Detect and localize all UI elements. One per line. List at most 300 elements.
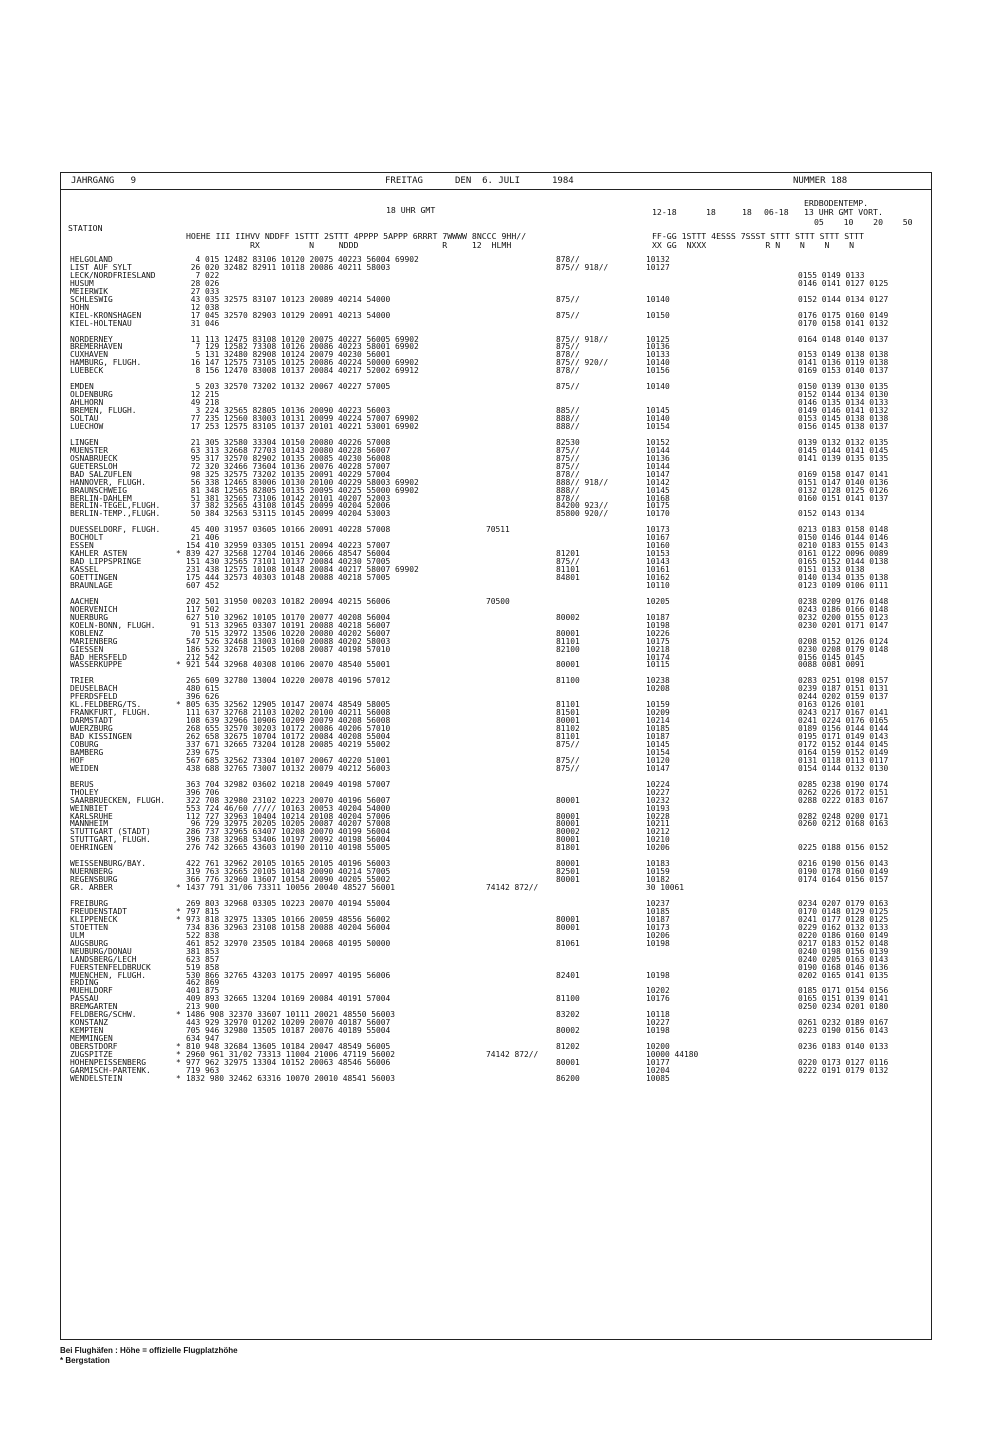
station-name: REGENSBURG [70, 875, 118, 885]
station-name: BERLIN-TEGEL,FLUGH. [70, 501, 161, 511]
station-name: WASSERKUPPE [70, 660, 123, 670]
precip-sun-values: 10173 [646, 922, 670, 932]
soil-temperatures: 0288 0222 0183 0167 [798, 795, 889, 805]
station-name: ESSEN [70, 541, 94, 551]
precip-sun-values: 10162 [646, 573, 670, 582]
synop-remark: 885// [556, 406, 580, 416]
precip-sun-values: 10198 [646, 970, 670, 980]
precip-sun-values: 10206 [646, 930, 670, 940]
station-column-header: STATION [68, 223, 103, 233]
synop-values: 734 836 32963 23108 10158 20088 40204 56004 [186, 922, 391, 932]
synop-values: 530 866 32765 43203 10175 20097 40195 56006 [186, 970, 391, 980]
station-name: CUXHAVEN [70, 350, 109, 360]
soil-temperatures: 0163 0126 0101 [798, 700, 865, 710]
synop-values: 366 776 32960 13607 10154 20090 40205 55002 [186, 875, 391, 885]
volume-label: JAHRGANG 9 [71, 176, 137, 186]
station-name: HOHN [70, 302, 90, 312]
synop-remark: 86200 [556, 1073, 580, 1083]
synop-values: 810 948 32684 13605 10184 20047 48549 56005 [186, 1042, 391, 1052]
time-18-gmt-header: 18 UHR GMT [386, 205, 436, 215]
synop-remark: 875// [556, 310, 580, 320]
soil-temperatures: 0195 0171 0149 0143 [798, 732, 889, 741]
station-name: GUETERSLOH [70, 461, 118, 471]
synop-values: 3 224 32565 82805 10136 20090 40223 56003 [186, 406, 391, 416]
station-name: ERDING [70, 978, 99, 988]
synop-values: 56 338 12465 83006 10130 20100 40229 58003 69902 [186, 477, 419, 487]
synop-remark: 875// [556, 557, 580, 567]
soil-temperatures: 0141 0139 0135 0135 [798, 453, 889, 463]
soil-temperatures: 0145 0144 0141 0145 [798, 445, 889, 455]
station-name: SCHLESWIG [70, 294, 113, 304]
precip-sun-values: 10145 [646, 739, 670, 749]
synop-remark: 80001 [556, 922, 580, 932]
station-name: BERLIN-DAHLEM [70, 493, 132, 503]
station-name: KEMPTEN [70, 1026, 104, 1036]
soil-temperatures: 0261 0232 0189 0167 [798, 1018, 889, 1028]
precip-sun-values: 10210 [646, 835, 670, 845]
station-name: EMDEN [70, 382, 94, 392]
synop-values: 202 501 31950 00203 10182 20094 40215 56006 [186, 596, 391, 606]
synop-remark: 878// [556, 350, 580, 360]
synop-values: 973 818 32975 13305 10166 20059 48556 56002 [186, 914, 391, 924]
synop-values: 1486 908 32370 33607 10111 20021 48550 56003 [186, 1010, 396, 1020]
station-name: HANNOVER, FLUGH. [70, 477, 147, 487]
precip-sun-values: 10136 [646, 453, 670, 463]
soil-temperatures: 0149 0146 0141 0132 [798, 406, 889, 416]
station-name: KARLSRUHE [70, 811, 113, 821]
station-name: BREMERHAVEN [70, 342, 123, 352]
precip-sun-values: 10205 [646, 596, 670, 606]
station-name: STUTTGART, FLUGH. [70, 835, 151, 845]
station-name: BAD LIPPSPRINGE [70, 557, 142, 567]
precip-sun-values: 10125 [646, 334, 670, 344]
station-name: BERLIN-TEMP.,FLUGH. [70, 509, 161, 519]
synop-values: 45 400 31957 03605 10166 20091 40228 57008 [186, 525, 391, 535]
station-name: NORDERNEY [70, 334, 113, 344]
synop-values: 96 729 32975 20205 10205 20087 40207 57008 [186, 819, 391, 829]
soil-temperatures: 0164 0159 0152 0149 [798, 747, 889, 757]
station-name: MEMMINGEN [70, 1034, 113, 1044]
soil-temperatures: 0152 0143 0134 [798, 509, 865, 519]
synop-values: 21 406 [186, 533, 220, 543]
station-name: COBURG [70, 739, 99, 749]
station-name: LANDSBERG/LECH [70, 954, 137, 964]
synop-values: 2960 961 31/02 73313 11004 21006 47119 56002 [186, 1050, 396, 1059]
mountain-station-marker: * [176, 906, 181, 916]
precip-sun-values: 10145 [646, 406, 670, 416]
synop-values: 567 685 32562 73304 10107 20067 40220 51001 [186, 755, 391, 765]
soil-temperatures: 0152 0144 0134 0130 [798, 390, 889, 400]
header-18-b: 18 [742, 207, 752, 217]
soil-temperatures: 0250 0234 0201 0180 [798, 1002, 889, 1012]
soil-temperatures: 0164 0148 0140 0137 [798, 334, 889, 344]
station-name: HOHENPEISSENBERG [70, 1057, 147, 1067]
synop-remark: 875// [556, 342, 580, 352]
soil-temperatures: 0285 0238 0190 0174 [798, 779, 889, 789]
precip-sun-values: 10211 [646, 819, 670, 829]
mountain-station-marker: * [176, 660, 181, 670]
precip-sun-values: 10214 [646, 716, 670, 726]
soil-temperatures: 0208 0152 0126 0124 [798, 636, 889, 646]
synop-values: 12 215 [186, 390, 220, 400]
synop-values: 480 615 [186, 684, 220, 694]
soil-temperatures: 0223 0190 0156 0143 [798, 1026, 889, 1036]
soil-temperatures: 0153 0145 0138 0138 [798, 414, 889, 423]
soil-temperatures: 0220 0173 0127 0116 [798, 1057, 889, 1067]
soil-temperatures: 0141 0136 0119 0138 [798, 358, 889, 368]
station-name: KASSEL [70, 565, 99, 575]
synop-values: 363 704 32982 03602 10218 20049 40198 57007 [186, 779, 391, 789]
soil-temperatures: 0283 0251 0198 0157 [798, 676, 889, 686]
soil-temperatures: 0236 0183 0140 0133 [798, 1042, 889, 1052]
soil-temperatures: 0151 0133 0138 [798, 565, 865, 575]
precip-sun-values: 10182 [646, 875, 670, 885]
soil-temperatures: 0151 0147 0140 0136 [798, 477, 889, 487]
precip-sun-values: 10159 [646, 700, 670, 710]
synop-values: 522 838 [186, 930, 220, 940]
soil-temperature-time: 13 UHR GMT VORT. [804, 207, 883, 217]
synop-values: 111 637 32768 21103 10202 20100 40211 56008 [186, 708, 391, 718]
station-name: MUENCHEN, FLUGH. [70, 970, 147, 980]
synop-values: 401 875 [186, 986, 220, 996]
synop-remark: 81801 [556, 843, 580, 853]
station-name: FREIBURG [70, 898, 109, 908]
synop-values: 51 381 32565 73106 10142 20101 40207 52003 [186, 493, 391, 503]
synop-remark: 888// [556, 421, 580, 431]
station-name: FREUDENSTADT [70, 906, 128, 916]
soil-temperatures: 0260 0212 0168 0163 [798, 819, 889, 829]
station-name: KIEL-KRONSHAGEN [70, 310, 142, 320]
synop-remark: 81102 [556, 724, 580, 734]
synop-values: 1437 791 31/06 73311 10056 20040 48527 56001 [186, 883, 396, 893]
station-name: ULM [70, 930, 85, 940]
station-name: DUESSELDORF, FLUGH. [70, 525, 161, 535]
station-name: SOLTAU [70, 414, 99, 423]
station-name: MEIERWIK [70, 286, 109, 296]
precip-sun-values: 10167 [646, 533, 670, 543]
precip-sun-values: 10218 [646, 644, 670, 654]
synop-values: 519 858 [186, 962, 220, 972]
synop-values: 337 671 32665 73204 10128 20085 40219 55002 [186, 739, 391, 749]
synop-values: 7 129 12582 73308 10126 20086 40223 58001 69902 [186, 342, 419, 352]
synop-values: 607 452 [186, 580, 220, 590]
station-name: HUSUM [70, 278, 94, 288]
synop-values: 28 026 [186, 278, 220, 288]
synop-code-header: HOEHE III IIHVV NDDFF 1STTT 2STTT 4PPPP 5APPP 6RRRT 7WWWW 8NCCC 9HH// [186, 231, 527, 241]
station-name: BAD HERSFELD [70, 652, 128, 662]
station-name: WENDELSTEIN [70, 1073, 123, 1083]
synop-values: 381 853 [186, 946, 220, 956]
precip-sun-values: 10209 [646, 708, 670, 718]
station-name: LINGEN [70, 437, 99, 447]
precip-sun-values: 10237 [646, 898, 670, 908]
soil-temperatures: 0190 0178 0160 0149 [798, 867, 889, 877]
soil-temperatures: 0131 0118 0113 0117 [798, 755, 889, 765]
precip-sun-values: 10185 [646, 906, 670, 916]
soil-temperatures: 0146 0135 0134 0133 [798, 398, 889, 408]
synop-values: 154 410 32959 03305 10151 20094 40223 57007 [186, 541, 391, 551]
synop-values: 50 384 32563 53115 10145 20099 40204 53003 [186, 509, 391, 519]
synop-values: 37 382 32565 43108 10145 20099 40204 52006 [186, 501, 391, 511]
synop-remark: 878// [556, 493, 580, 503]
precip-sun-values: 10160 [646, 541, 670, 551]
synop-values: 262 658 32675 10704 10172 20084 40208 55004 [186, 732, 391, 741]
precip-sun-values: 10152 [646, 437, 670, 447]
precip-sun-values: 10159 [646, 867, 670, 877]
precip-sun-values: 10136 [646, 342, 670, 352]
soil-temperatures: 0185 0171 0154 0156 [798, 986, 889, 996]
soil-temperatures: 0210 0183 0155 0143 [798, 541, 889, 551]
synop-remark: 81101 [556, 700, 580, 710]
issue-number: NUMMER 188 [793, 176, 848, 186]
station-name: ZUGSPITZE [70, 1050, 113, 1059]
soil-temperatures: 0161 0122 0096 0089 [798, 549, 889, 559]
synop-remark: 80001 [556, 795, 580, 805]
synop-remark: 80001 [556, 875, 580, 885]
synop-values: 269 803 32968 03305 10223 20070 40194 55004 [186, 898, 391, 908]
mountain-station-marker: * [176, 1073, 181, 1083]
soil-temperatures: 0243 0217 0167 0141 [798, 708, 889, 718]
station-name: NOERVENICH [70, 604, 118, 614]
station-name: GIESSEN [70, 644, 104, 654]
precip-sun-values: 10085 [646, 1073, 670, 1083]
soil-temperatures: 0153 0149 0138 0138 [798, 350, 889, 360]
precip-sun-values: 10212 [646, 827, 670, 837]
precip-sun-values: 10224 [646, 779, 670, 789]
precip-sun-values: 10156 [646, 366, 670, 376]
synop-values: 438 688 32765 73007 10132 20079 40212 56003 [186, 763, 391, 773]
soil-temperatures: 0244 0202 0159 0137 [798, 692, 889, 702]
station-name: BAD KISSINGEN [70, 732, 132, 741]
precip-sun-values: 10173 [646, 525, 670, 535]
station-name: OEHRINGEN [70, 843, 113, 853]
soil-temperatures: 0240 0198 0156 0139 [798, 946, 889, 956]
synop-remark: 81100 [556, 994, 580, 1004]
synop-remark: 80001 [556, 716, 580, 726]
station-name: NEUBURG/DONAU [70, 946, 132, 956]
precip-sun-values: 10232 [646, 795, 670, 805]
precip-sun-values: 10140 [646, 414, 670, 423]
station-name: GOETTINGEN [70, 573, 118, 582]
precip-sun-values: 30 10061 [646, 883, 685, 893]
synop-values: 70 515 32972 13506 10220 20080 40202 56007 [186, 628, 391, 638]
synop-values: 443 929 32970 01202 10209 20070 40187 56007 [186, 1018, 391, 1028]
synop-remark: 875// [556, 453, 580, 463]
synop-values: 409 893 32665 13204 10169 20084 40191 57004 [186, 994, 391, 1004]
station-name: OBERSTDORF [70, 1042, 118, 1052]
synop-remark: 888// [556, 485, 580, 495]
soil-temperatures: 0216 0190 0156 0143 [798, 859, 889, 869]
synop-remark: 888// [556, 414, 580, 423]
weekday-label: FREITAG [385, 176, 423, 186]
station-name: NUERBURG [70, 612, 109, 622]
synop-remark: 875// 918// [556, 262, 609, 272]
synop-remark: 81101 [556, 565, 580, 575]
synop-remark: 80001 [556, 628, 580, 638]
synop-values: 151 430 32565 73101 10137 20084 40230 57005 [186, 557, 391, 567]
precip-sun-values: 10170 [646, 509, 670, 519]
precip-sun-values: 10187 [646, 612, 670, 622]
synop-remark: 82100 [556, 644, 580, 654]
station-name: BOCHOLT [70, 533, 104, 543]
synop-remark: 875// [556, 763, 580, 773]
mountain-station-marker: * [176, 914, 181, 924]
precip-sun-values: 10198 [646, 620, 670, 630]
synop-values: 396 738 32968 53406 10197 20092 40198 56004 [186, 835, 391, 845]
mountain-station-marker: * [176, 1042, 181, 1052]
station-name: WEISSENBURG/BAY. [70, 859, 147, 869]
extra-code-header: FF-GG 1STTT 4ESSS 7SSST STTT STTT STTT STTT [652, 231, 864, 241]
station-name: BREMEN, FLUGH. [70, 406, 137, 416]
soil-temperatures: 0150 0146 0144 0146 [798, 533, 889, 543]
precip-sun-values: 10206 [646, 843, 670, 853]
soil-temperatures: 0230 0208 0179 0148 [798, 644, 889, 654]
synop-extra: 74142 872// [486, 1050, 539, 1059]
soil-temperatures: 0220 0186 0160 0149 [798, 930, 889, 940]
soil-temperatures: 0240 0205 0163 0143 [798, 954, 889, 964]
precip-sun-values: 10227 [646, 1018, 670, 1028]
synop-remark: 80002 [556, 827, 580, 837]
station-name: BAMBERG [70, 747, 104, 757]
synop-extra: 70511 [486, 525, 510, 535]
synop-remark: 875// 918// [556, 334, 609, 344]
synop-values: 268 655 32570 30203 10172 20086 40206 57010 [186, 724, 391, 734]
synop-values: 17 045 32570 82903 10129 20091 40213 54000 [186, 310, 391, 320]
synop-remark: 80001 [556, 914, 580, 924]
station-name: DARMSTADT [70, 716, 113, 726]
soil-temperatures: 0229 0162 0132 0133 [798, 922, 889, 932]
soil-depths-header: 05 10 20 50 [814, 217, 913, 227]
station-name: KLIPPENECK [70, 914, 118, 924]
station-name: KAHLER ASTEN [70, 549, 128, 559]
synop-remark: 81101 [556, 732, 580, 741]
header-18-a: 18 [706, 207, 716, 217]
station-name: MANNHEIM [70, 819, 109, 829]
soil-temperatures: 0140 0134 0135 0138 [798, 573, 889, 582]
station-name: DEUSELBACH [70, 684, 118, 694]
station-name: HOF [70, 755, 85, 765]
synop-remark: 84801 [556, 573, 580, 582]
soil-temperatures: 0225 0188 0156 0152 [798, 843, 889, 853]
synop-values: 805 635 32562 12905 10147 20074 48549 58005 [186, 700, 391, 710]
mountain-station-marker: * [176, 883, 181, 893]
soil-temperatures: 0217 0183 0152 0148 [798, 938, 889, 948]
precip-sun-values: 10154 [646, 421, 670, 431]
soil-temperatures: 0154 0144 0132 0130 [798, 763, 889, 773]
synop-values: 27 033 [186, 286, 220, 296]
precip-sun-values: 10118 [646, 1010, 670, 1020]
precip-sun-values: 10174 [646, 652, 670, 662]
synop-remark: 80001 [556, 835, 580, 845]
synop-remark: 81061 [556, 938, 580, 948]
synop-values: 422 761 32962 20105 10165 20105 40196 56003 [186, 859, 391, 869]
soil-temperatures: 0176 0175 0160 0149 [798, 310, 889, 320]
station-name: MUENSTER [70, 445, 109, 455]
soil-temperatures: 0165 0152 0144 0138 [798, 557, 889, 567]
station-name: AUGSBURG [70, 938, 109, 948]
synop-values: 4 015 12482 83106 10120 20075 40223 56004 69902 [186, 255, 419, 264]
station-name: SAARBRUECKEN, FLUGH. [70, 795, 166, 805]
station-name: TRIER [70, 676, 94, 686]
synop-remark: 80001 [556, 811, 580, 821]
station-name: AACHEN [70, 596, 99, 606]
station-name: THOLEY [70, 787, 99, 797]
footnote-mountain-station: * Bergstation [60, 1356, 110, 1365]
soil-temperatures: 0222 0191 0179 0132 [798, 1065, 889, 1075]
mountain-station-marker: * [176, 1010, 181, 1020]
precip-sun-values: 10176 [646, 994, 670, 1004]
station-name: LUEBECK [70, 366, 104, 376]
soil-temperatures: 0241 0224 0176 0165 [798, 716, 889, 726]
synop-values: 623 857 [186, 954, 220, 964]
soil-temperatures: 0262 0226 0172 0151 [798, 787, 889, 797]
soil-temperatures: 0088 0081 0091 [798, 660, 865, 670]
precip-sun-values: 10175 [646, 501, 670, 511]
precip-sun-values: 10200 [646, 1042, 670, 1052]
station-name: HELGOLAND [70, 255, 113, 264]
soil-temperatures: 0165 0151 0139 0141 [798, 994, 889, 1004]
synop-remark: 80001 [556, 660, 580, 670]
synop-remark: 875// [556, 739, 580, 749]
soil-temperatures: 0156 0145 0138 0137 [798, 421, 889, 431]
station-name: GR. ARBER [70, 883, 113, 893]
synop-values: 108 639 32966 10906 10209 20079 40208 56008 [186, 716, 391, 726]
soil-temperatures: 0169 0158 0147 0141 [798, 469, 889, 479]
synop-remark: 80002 [556, 612, 580, 622]
synop-values: 396 626 [186, 692, 220, 702]
header-06-18: 06-18 [764, 207, 789, 217]
synop-values: 705 946 32980 13505 10187 20076 40189 55004 [186, 1026, 391, 1036]
precip-sun-values: 10183 [646, 859, 670, 869]
synop-remark: 81101 [556, 636, 580, 646]
precip-sun-values: 10228 [646, 811, 670, 821]
synop-remark: 82530 [556, 437, 580, 447]
synop-remark: 81100 [556, 676, 580, 686]
precip-sun-values: 10140 [646, 358, 670, 368]
soil-temperatures: 0169 0153 0140 0137 [798, 366, 889, 376]
synop-values: 8 156 12470 83008 10137 20084 40217 52002 69912 [186, 366, 419, 376]
soil-temperatures: 0189 0156 0144 0144 [798, 724, 889, 734]
soil-temperatures: 0174 0164 0156 0157 [798, 875, 889, 885]
precip-sun-values: 10147 [646, 763, 670, 773]
synop-values: 239 675 [186, 747, 220, 757]
station-name: KONSTANZ [70, 1018, 109, 1028]
station-name: KOBLENZ [70, 628, 104, 638]
synop-values: 91 513 32965 03307 10191 20088 40218 56007 [186, 620, 391, 630]
synop-remark: 81201 [556, 549, 580, 559]
mountain-station-marker: * [176, 1050, 181, 1059]
synop-remark: 82401 [556, 970, 580, 980]
synop-values: 49 218 [186, 398, 220, 408]
mountain-station-marker: * [176, 700, 181, 710]
precip-sun-values: 10198 [646, 938, 670, 948]
soil-temperatures: 0170 0148 0129 0125 [798, 906, 889, 916]
synop-values: 72 320 32466 73604 10136 20076 40228 57007 [186, 461, 391, 471]
synop-values: 11 113 12475 83108 10120 20075 40227 56005 69902 [186, 334, 419, 344]
soil-temperatures: 0146 0141 0127 0125 [798, 278, 889, 288]
precip-sun-values: 10133 [646, 350, 670, 360]
synop-remark: 80001 [556, 859, 580, 869]
synop-values: 95 317 32570 82902 10135 20085 40230 56008 [186, 453, 391, 463]
soil-temperature-header: ERDBODENTEMP. [804, 198, 869, 208]
synop-values: 5 131 32480 82908 10124 20079 40230 56001 [186, 350, 391, 360]
synop-remark: 878// [556, 469, 580, 479]
station-name: BAD SALZUFLEN [70, 469, 132, 479]
soil-temperatures: 0156 0145 0145 [798, 652, 865, 662]
extra-code-subheader: XX GG NXXX R N N N N [652, 240, 855, 250]
precip-sun-values: 10161 [646, 565, 670, 575]
synop-values: 547 526 32468 13003 10160 20088 40202 58003 [186, 636, 391, 646]
